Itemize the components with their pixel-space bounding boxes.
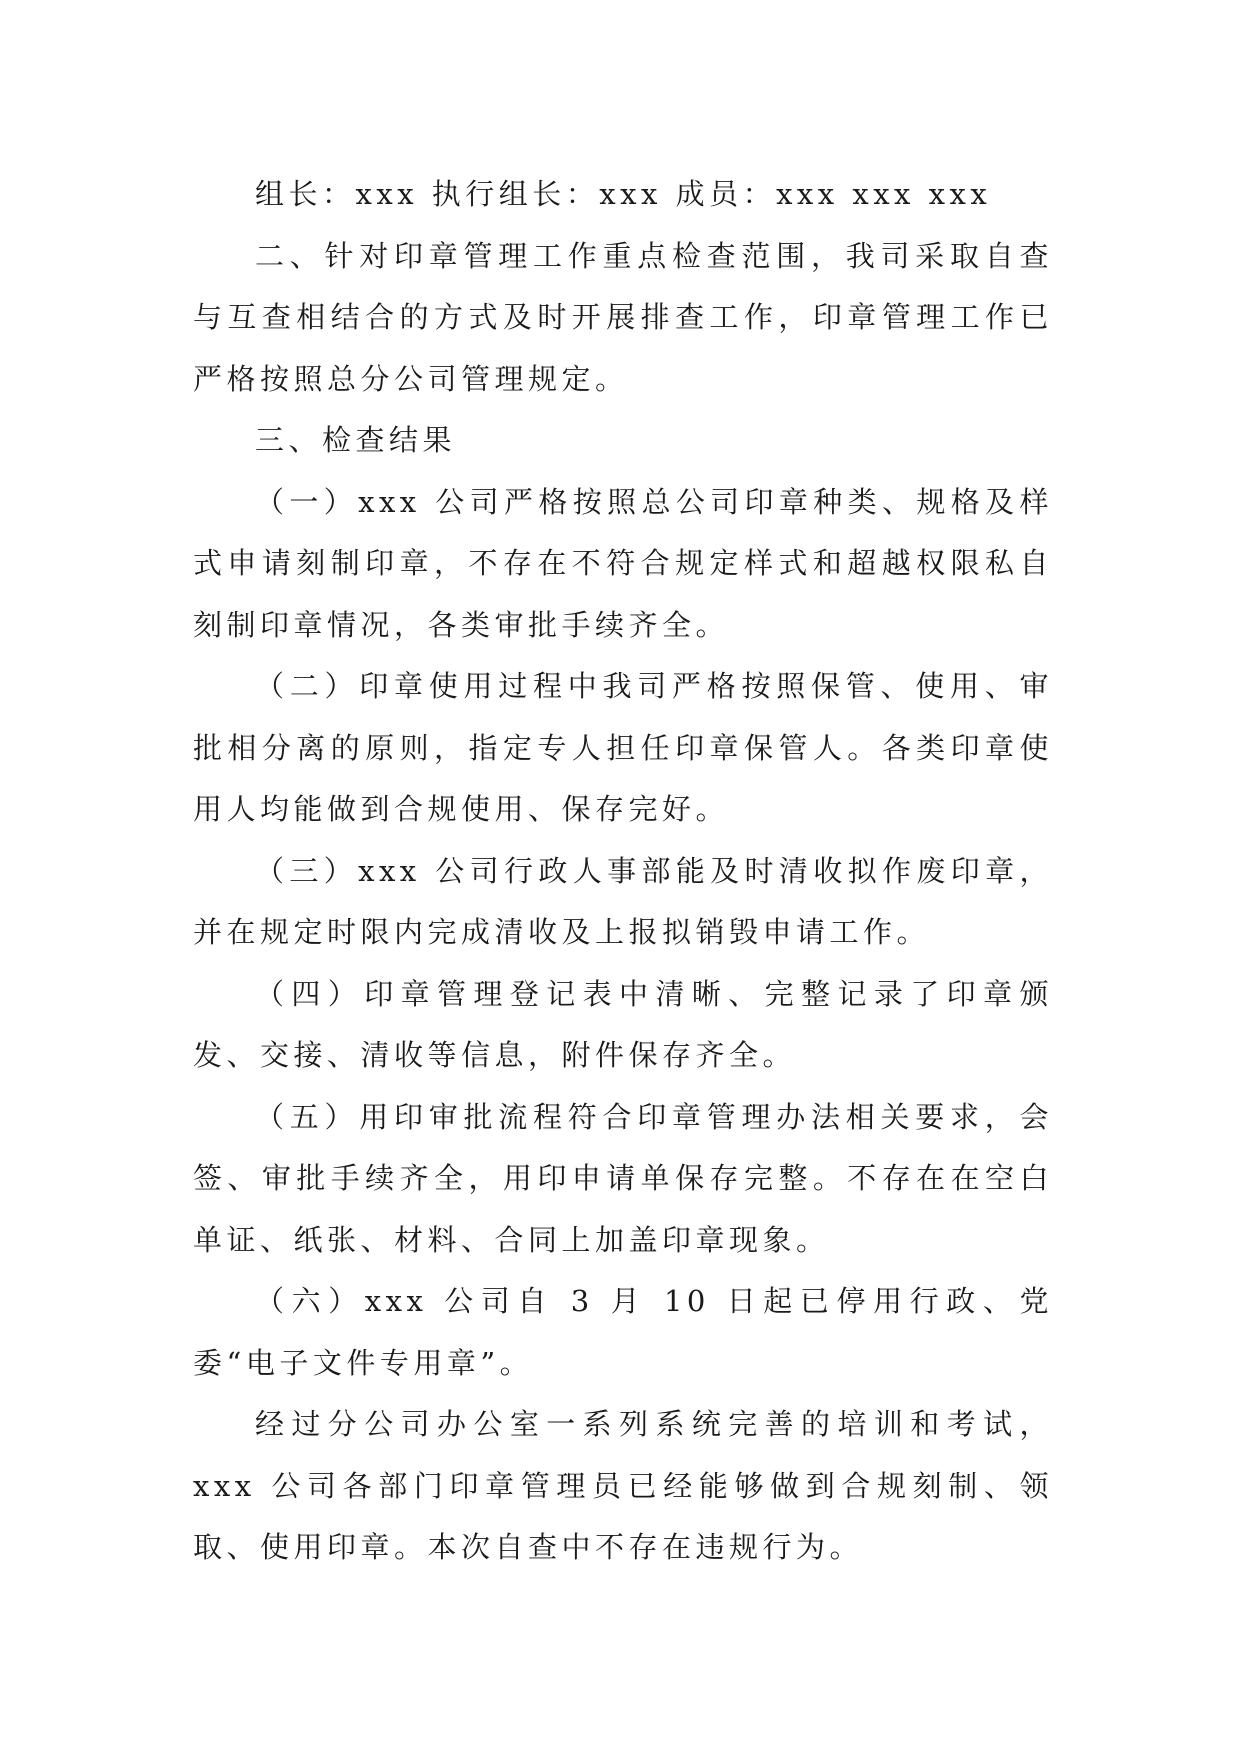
section-three-heading: 三、检查结果 (255, 423, 457, 457)
result-item-4: （四）印章管理登记表中清晰、完整记录了印章颁发、交接、清收等信息，附件保存齐全。 (193, 976, 1053, 1072)
document-body (193, 164, 1053, 1579)
result-item-5: （五）用印审批流程符合印章管理办法相关要求，会签、审批手续齐全，用印申请单保存完整。不存在在空白单证、纸张、材料、合同上加盖印章现象。 (193, 1099, 1053, 1257)
result-item-6: （六）xxx 公司自 3 月 10 日起已停用行政、党委“电子文件专用章”。 (193, 1284, 1053, 1380)
result-item-3: （三）xxx 公司行政人事部能及时清收拟作废印章，并在规定时限内完成清收及上报拟销毁申请工作。 (193, 853, 1053, 949)
result-item-1: （一）xxx 公司严格按照总公司印章种类、规格及样式申请刻制印章，不存在不符合规定样式和超越权限私自刻制印章情况，各类审批手续齐全。 (193, 484, 1053, 642)
conclusion-paragraph: 经过分公司办公室一系列系统完善的培训和考试，xxx 公司各部门印章管理员已经能够做到合规刻制、领取、使用印章。本次自查中不存在违规行为。 (193, 1407, 1053, 1564)
result-item-2: （二）印章使用过程中我司严格按照保管、使用、审批相分离的原则，指定专人担任印章保管人。各类印章使用人均能做到合规使用、保存完好。 (193, 669, 1053, 826)
section-two-paragraph: 二、针对印章管理工作重点检查范围，我司采取自查与互查相结合的方式及时开展排查工作，印章管理工作已严格按照总分公司管理规定。 (193, 238, 1053, 396)
team-members-line: 组长：xxx 执行组长：xxx 成员：xxx xxx xxx (255, 177, 992, 211)
